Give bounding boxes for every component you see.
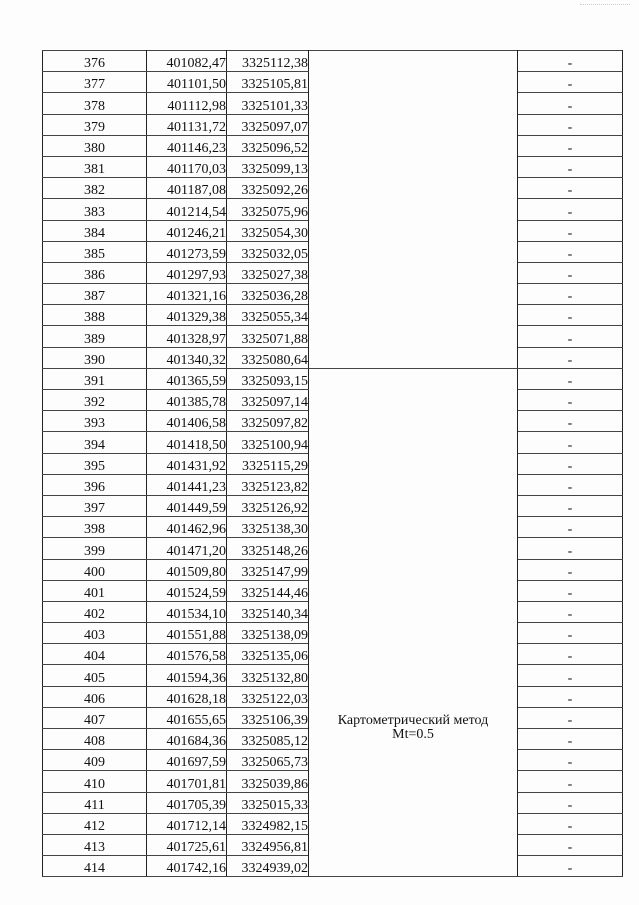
point-number-cell: 399 [43, 538, 147, 559]
dash-cell: - [518, 135, 623, 156]
dash-cell: - [518, 72, 623, 93]
dash-cell: - [518, 686, 623, 707]
x-coordinate-cell: 401321,16 [147, 284, 227, 305]
y-coordinate-cell: 3325101,33 [227, 93, 309, 114]
point-number-cell: 381 [43, 156, 147, 177]
y-coordinate-cell: 3325015,33 [227, 792, 309, 813]
y-coordinate-cell: 3325092,26 [227, 178, 309, 199]
x-coordinate-cell: 401214,54 [147, 199, 227, 220]
dash-cell: - [518, 241, 623, 262]
x-coordinate-cell: 401365,59 [147, 368, 227, 389]
y-coordinate-cell: 3325115,29 [227, 453, 309, 474]
x-coordinate-cell: 401273,59 [147, 241, 227, 262]
x-coordinate-cell: 401551,88 [147, 623, 227, 644]
method-accuracy-text: Mt=0.5 [392, 726, 434, 742]
point-number-cell: 397 [43, 495, 147, 516]
x-coordinate-cell: 401594,36 [147, 665, 227, 686]
y-coordinate-cell: 3325132,80 [227, 665, 309, 686]
y-coordinate-cell: 3325100,94 [227, 432, 309, 453]
point-number-cell: 396 [43, 474, 147, 495]
point-number-cell: 408 [43, 729, 147, 750]
y-coordinate-cell: 3325140,34 [227, 601, 309, 622]
y-coordinate-cell: 3325071,88 [227, 326, 309, 347]
y-coordinate-cell: 3325039,86 [227, 771, 309, 792]
point-number-cell: 383 [43, 199, 147, 220]
point-number-cell: 400 [43, 559, 147, 580]
dash-cell: - [518, 601, 623, 622]
y-coordinate-cell: 3325065,73 [227, 750, 309, 771]
y-coordinate-cell: 3325105,81 [227, 72, 309, 93]
point-number-cell: 380 [43, 135, 147, 156]
y-coordinate-cell: 3325138,09 [227, 623, 309, 644]
y-coordinate-cell: 3325096,52 [227, 135, 309, 156]
y-coordinate-cell: 3325097,14 [227, 390, 309, 411]
dash-cell: - [518, 538, 623, 559]
scan-artifact [580, 4, 630, 9]
dash-cell: - [518, 284, 623, 305]
x-coordinate-cell: 401509,80 [147, 559, 227, 580]
point-number-cell: 391 [43, 368, 147, 389]
x-coordinate-cell: 401534,10 [147, 601, 227, 622]
dash-cell: - [518, 623, 623, 644]
x-coordinate-cell: 401101,50 [147, 72, 227, 93]
dash-cell: - [518, 453, 623, 474]
y-coordinate-cell: 3325097,82 [227, 411, 309, 432]
dash-cell: - [518, 51, 623, 72]
dash-cell: - [518, 517, 623, 538]
y-coordinate-cell: 3325138,30 [227, 517, 309, 538]
table-row [43, 51, 623, 72]
dash-cell: - [518, 771, 623, 792]
x-coordinate-cell: 401705,39 [147, 792, 227, 813]
y-coordinate-cell: 3325055,34 [227, 305, 309, 326]
point-number-cell: 413 [43, 834, 147, 855]
dash-cell: - [518, 93, 623, 114]
point-number-cell: 409 [43, 750, 147, 771]
x-coordinate-cell: 401725,61 [147, 834, 227, 855]
dash-cell: - [518, 474, 623, 495]
point-number-cell: 395 [43, 453, 147, 474]
dash-cell: - [518, 432, 623, 453]
y-coordinate-cell: 3325147,99 [227, 559, 309, 580]
point-number-cell: 379 [43, 114, 147, 135]
x-coordinate-cell: 401712,14 [147, 813, 227, 834]
dash-cell: - [518, 559, 623, 580]
y-coordinate-cell: 3325122,03 [227, 686, 309, 707]
x-coordinate-cell: 401684,36 [147, 729, 227, 750]
x-coordinate-cell: 401697,59 [147, 750, 227, 771]
dash-cell: - [518, 729, 623, 750]
y-coordinate-cell: 3324939,02 [227, 856, 309, 877]
point-number-cell: 385 [43, 241, 147, 262]
x-coordinate-cell: 401418,50 [147, 432, 227, 453]
dash-cell: - [518, 114, 623, 135]
x-coordinate-cell: 401131,72 [147, 114, 227, 135]
dash-cell: - [518, 707, 623, 728]
x-coordinate-cell: 401628,18 [147, 686, 227, 707]
x-coordinate-cell: 401385,78 [147, 390, 227, 411]
point-number-cell: 388 [43, 305, 147, 326]
x-coordinate-cell: 401441,23 [147, 474, 227, 495]
point-number-cell: 407 [43, 707, 147, 728]
point-number-cell: 401 [43, 580, 147, 601]
method-empty-cell [309, 51, 518, 369]
dash-cell: - [518, 305, 623, 326]
x-coordinate-cell: 401449,59 [147, 495, 227, 516]
point-number-cell: 389 [43, 326, 147, 347]
x-coordinate-cell: 401297,93 [147, 262, 227, 283]
x-coordinate-cell: 401328,97 [147, 326, 227, 347]
point-number-cell: 393 [43, 411, 147, 432]
point-number-cell: 406 [43, 686, 147, 707]
dash-cell: - [518, 580, 623, 601]
coordinates-table-body [43, 51, 623, 877]
x-coordinate-cell: 401701,81 [147, 771, 227, 792]
x-coordinate-cell: 401340,32 [147, 347, 227, 368]
y-coordinate-cell: 3324982,15 [227, 813, 309, 834]
x-coordinate-cell: 401406,58 [147, 411, 227, 432]
x-coordinate-cell: 401187,08 [147, 178, 227, 199]
y-coordinate-cell: 3325106,39 [227, 707, 309, 728]
coordinates-table [42, 50, 623, 877]
dash-cell: - [518, 834, 623, 855]
x-coordinate-cell: 401462,96 [147, 517, 227, 538]
point-number-cell: 412 [43, 813, 147, 834]
y-coordinate-cell: 3325075,96 [227, 199, 309, 220]
dash-cell: - [518, 495, 623, 516]
determination-method-cell [309, 368, 518, 877]
point-number-cell: 402 [43, 601, 147, 622]
y-coordinate-cell: 3325032,05 [227, 241, 309, 262]
x-coordinate-cell: 401082,47 [147, 51, 227, 72]
dash-cell: - [518, 856, 623, 877]
point-number-cell: 376 [43, 51, 147, 72]
x-coordinate-cell: 401246,21 [147, 220, 227, 241]
point-number-cell: 414 [43, 856, 147, 877]
x-coordinate-cell: 401329,38 [147, 305, 227, 326]
dash-cell: - [518, 792, 623, 813]
dash-cell: - [518, 178, 623, 199]
dash-cell: - [518, 326, 623, 347]
y-coordinate-cell: 3325080,64 [227, 347, 309, 368]
point-number-cell: 403 [43, 623, 147, 644]
dash-cell: - [518, 199, 623, 220]
x-coordinate-cell: 401471,20 [147, 538, 227, 559]
x-coordinate-cell: 401524,59 [147, 580, 227, 601]
point-number-cell: 384 [43, 220, 147, 241]
dash-cell: - [518, 262, 623, 283]
point-number-cell: 398 [43, 517, 147, 538]
x-coordinate-cell: 401112,98 [147, 93, 227, 114]
x-coordinate-cell: 401576,58 [147, 644, 227, 665]
y-coordinate-cell: 3325036,28 [227, 284, 309, 305]
x-coordinate-cell: 401170,03 [147, 156, 227, 177]
point-number-cell: 382 [43, 178, 147, 199]
x-coordinate-cell: 401431,92 [147, 453, 227, 474]
dash-cell: - [518, 220, 623, 241]
dash-cell: - [518, 750, 623, 771]
point-number-cell: 390 [43, 347, 147, 368]
dash-cell: - [518, 411, 623, 432]
y-coordinate-cell: 3325054,30 [227, 220, 309, 241]
point-number-cell: 410 [43, 771, 147, 792]
method-name-text: Картометрический метод [337, 712, 489, 728]
dash-cell: - [518, 644, 623, 665]
point-number-cell: 392 [43, 390, 147, 411]
y-coordinate-cell: 3325144,46 [227, 580, 309, 601]
point-number-cell: 377 [43, 72, 147, 93]
dash-cell: - [518, 156, 623, 177]
dash-cell: - [518, 347, 623, 368]
point-number-cell: 405 [43, 665, 147, 686]
dash-cell: - [518, 368, 623, 389]
y-coordinate-cell: 3325135,06 [227, 644, 309, 665]
y-coordinate-cell: 3325126,92 [227, 495, 309, 516]
point-number-cell: 386 [43, 262, 147, 283]
point-number-cell: 411 [43, 792, 147, 813]
y-coordinate-cell: 3325099,13 [227, 156, 309, 177]
y-coordinate-cell: 3325027,38 [227, 262, 309, 283]
point-number-cell: 394 [43, 432, 147, 453]
x-coordinate-cell: 401146,23 [147, 135, 227, 156]
point-number-cell: 378 [43, 93, 147, 114]
point-number-cell: 404 [43, 644, 147, 665]
table-row [43, 368, 623, 389]
y-coordinate-cell: 3324956,81 [227, 834, 309, 855]
dash-cell: - [518, 665, 623, 686]
dash-cell: - [518, 390, 623, 411]
y-coordinate-cell: 3325123,82 [227, 474, 309, 495]
x-coordinate-cell: 401655,65 [147, 707, 227, 728]
y-coordinate-cell: 3325112,38 [227, 51, 309, 72]
y-coordinate-cell: 3325148,26 [227, 538, 309, 559]
y-coordinate-cell: 3325093,15 [227, 368, 309, 389]
y-coordinate-cell: 3325097,07 [227, 114, 309, 135]
point-number-cell: 387 [43, 284, 147, 305]
y-coordinate-cell: 3325085,12 [227, 729, 309, 750]
x-coordinate-cell: 401742,16 [147, 856, 227, 877]
dash-cell: - [518, 813, 623, 834]
